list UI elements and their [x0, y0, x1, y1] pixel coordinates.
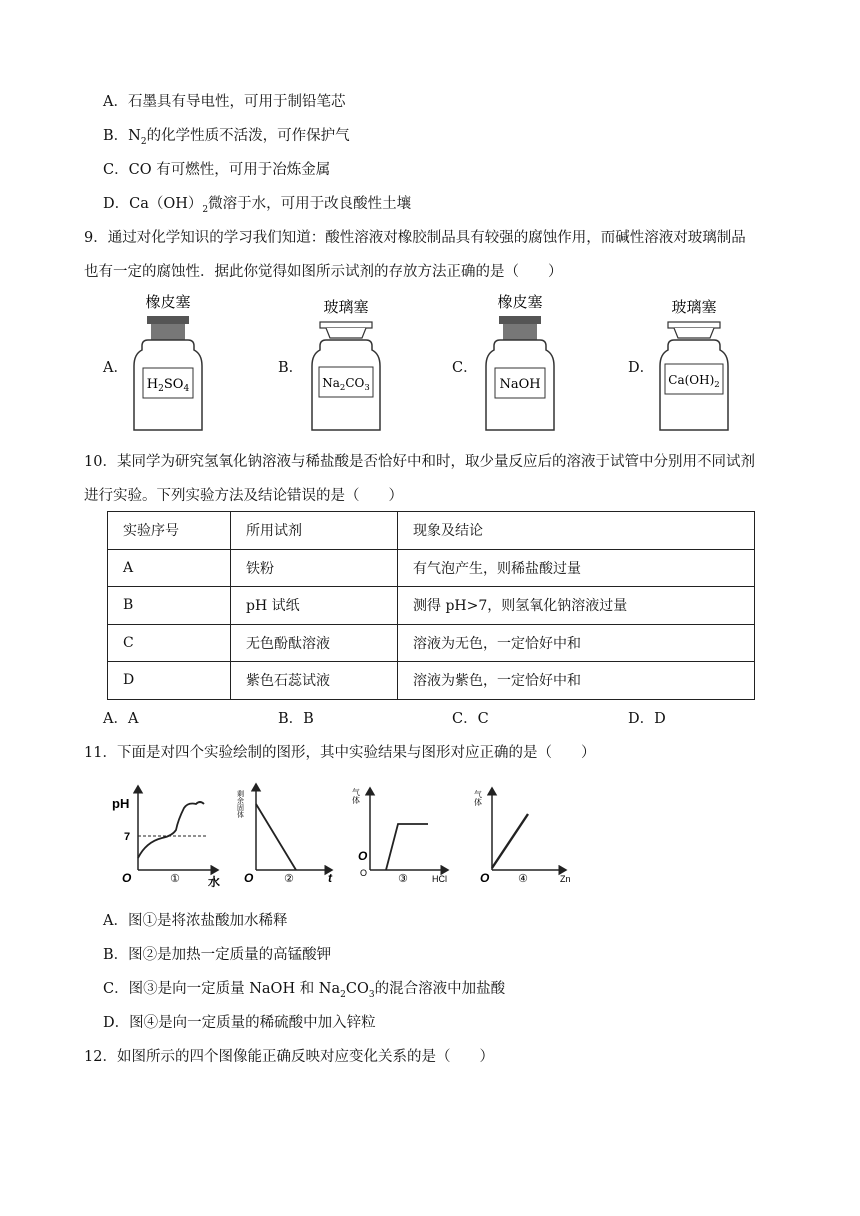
- graph-2-origin: O: [244, 871, 254, 885]
- q9-stem-line1: 9．通过对化学知识的学习我们知道：酸性溶液对橡胶制品具有较强的腐蚀作用，而碱性溶液对玻璃制品: [84, 230, 746, 246]
- bottle-d-stopper: 玻璃塞: [671, 298, 717, 316]
- experiment-table: [107, 511, 755, 700]
- table-cell: 有气泡产生，则稀盐酸过量: [398, 549, 755, 587]
- graph-1-origin: O: [122, 871, 132, 885]
- bottle-a-stopper: 橡皮塞: [145, 293, 191, 311]
- table-cell: D: [108, 662, 231, 700]
- q9-stem-line2: 也有一定的腐蚀性．据此你觉得如图所示试剂的存放方法正确的是（ ）: [84, 264, 563, 280]
- q10-answer-b: B．B: [278, 711, 314, 727]
- q11-stem: 11．下面是对四个实验绘制的图形，其中实验结果与图形对应正确的是（ ）: [84, 745, 596, 761]
- table-header-row: [108, 512, 755, 550]
- graph-4-num: ④: [518, 873, 528, 885]
- q10-stem-line1: 10．某同学为研究氢氧化钠溶液与稀盐酸是否恰好中和时，取少量反应后的溶液于试管中分别用不同试剂: [84, 454, 755, 470]
- bottle-c-label: NaOH: [499, 377, 541, 392]
- bottle-b-stopper: 玻璃塞: [323, 298, 369, 316]
- q11-option-a: A．图①是将浓盐酸加水稀释: [103, 913, 288, 929]
- graph-1-ylabel: pH: [112, 796, 130, 811]
- bottle-figure: [100, 290, 760, 440]
- bottle-d-label: $Ca(OH)_2$: [668, 373, 720, 390]
- q11-option-d: D．图④是向一定质量的稀硫酸中加入锌粒: [103, 1015, 376, 1031]
- graph-1-num: ①: [170, 873, 180, 885]
- q11-option-b: B．图②是加热一定质量的高锰酸钾: [103, 947, 332, 963]
- graph-3-origin2: O: [360, 868, 368, 878]
- table-cell: 测得 pH>7，则氢氧化钠溶液过量: [398, 587, 755, 625]
- graph-3-origin: O: [358, 849, 368, 863]
- q11-graphs: [110, 778, 580, 888]
- q10-stem-line2: 进行实验。下列实验方法及结论错误的是（ ）: [84, 488, 403, 504]
- bottle-d-letter: D．: [628, 360, 655, 376]
- bottle-b-label: $Na_2CO_3$: [322, 376, 370, 393]
- table-cell: A: [108, 549, 231, 587]
- table-row: [108, 549, 755, 587]
- q12-stem: 12．如图所示的四个图像能正确反映对应变化关系的是（ ）: [84, 1049, 494, 1065]
- graph-1-ytick: 7: [124, 831, 131, 843]
- table-cell: 无色酚酞溶液: [231, 624, 398, 662]
- bottle-a-letter: A．: [103, 360, 128, 376]
- table-cell: B: [108, 587, 231, 625]
- q10-answer-a: A．A: [103, 711, 139, 727]
- graph-4-xlabel: Zn: [560, 874, 571, 884]
- table-header: 实验序号: [108, 512, 231, 550]
- q11-option-c: C．图③是向一定质量 NaOH 和 $Na_2CO_3$的混合溶液中加盐酸: [103, 981, 506, 1000]
- q8-option-a: A．石墨具有导电性，可用于制铅笔芯: [103, 94, 346, 110]
- table-cell: pH 试纸: [231, 587, 398, 625]
- graph-2: [237, 784, 334, 885]
- bottle-c-letter: C．: [452, 360, 478, 376]
- q8-option-d: D．$Ca(OH)_2$微溶于水，可用于改良酸性土壤: [103, 196, 412, 215]
- graph-1: [112, 786, 220, 888]
- bottle-c-stopper: 橡皮塞: [497, 293, 543, 311]
- graph-3-xlabel: HCl: [432, 874, 447, 884]
- table-cell: 溶液为紫色，一定恰好中和: [398, 662, 755, 700]
- table-row: [108, 662, 755, 700]
- table-cell: 溶液为无色，一定恰好中和: [398, 624, 755, 662]
- table-row: [108, 587, 755, 625]
- graph-2-xlabel: t: [328, 871, 332, 885]
- q8-option-b: B．$N_2$的化学性质不活泼，可作保护气: [103, 128, 350, 147]
- graph-2-num: ②: [284, 873, 294, 885]
- graph-3: [352, 787, 449, 885]
- table-cell: C: [108, 624, 231, 662]
- graph-1-xlabel: 水: [208, 875, 221, 888]
- bottle-a-label: $H_2SO_4$: [146, 377, 190, 394]
- table-row: [108, 624, 755, 662]
- table-cell: 铁粉: [231, 549, 398, 587]
- q8-option-c: C．CO 有可燃性，可用于冶炼金属: [103, 162, 331, 178]
- bottle-b-letter: B．: [278, 360, 304, 376]
- graph-2-ylabel: 剩余固体: [236, 790, 244, 818]
- table-header: 所用试剂: [231, 512, 398, 550]
- graph-4-origin: O: [480, 871, 490, 885]
- graph-3-num: ③: [398, 873, 408, 885]
- q10-answer-c: C．C: [452, 711, 489, 727]
- table-cell: 紫色石蕊试液: [231, 662, 398, 700]
- graph-3-ylabel: 气体: [351, 788, 361, 804]
- graph-4: [474, 788, 571, 885]
- table-header: 现象及结论: [398, 512, 755, 550]
- graph-4-ylabel: 气体: [473, 790, 483, 806]
- q10-answer-d: D．D: [628, 711, 666, 727]
